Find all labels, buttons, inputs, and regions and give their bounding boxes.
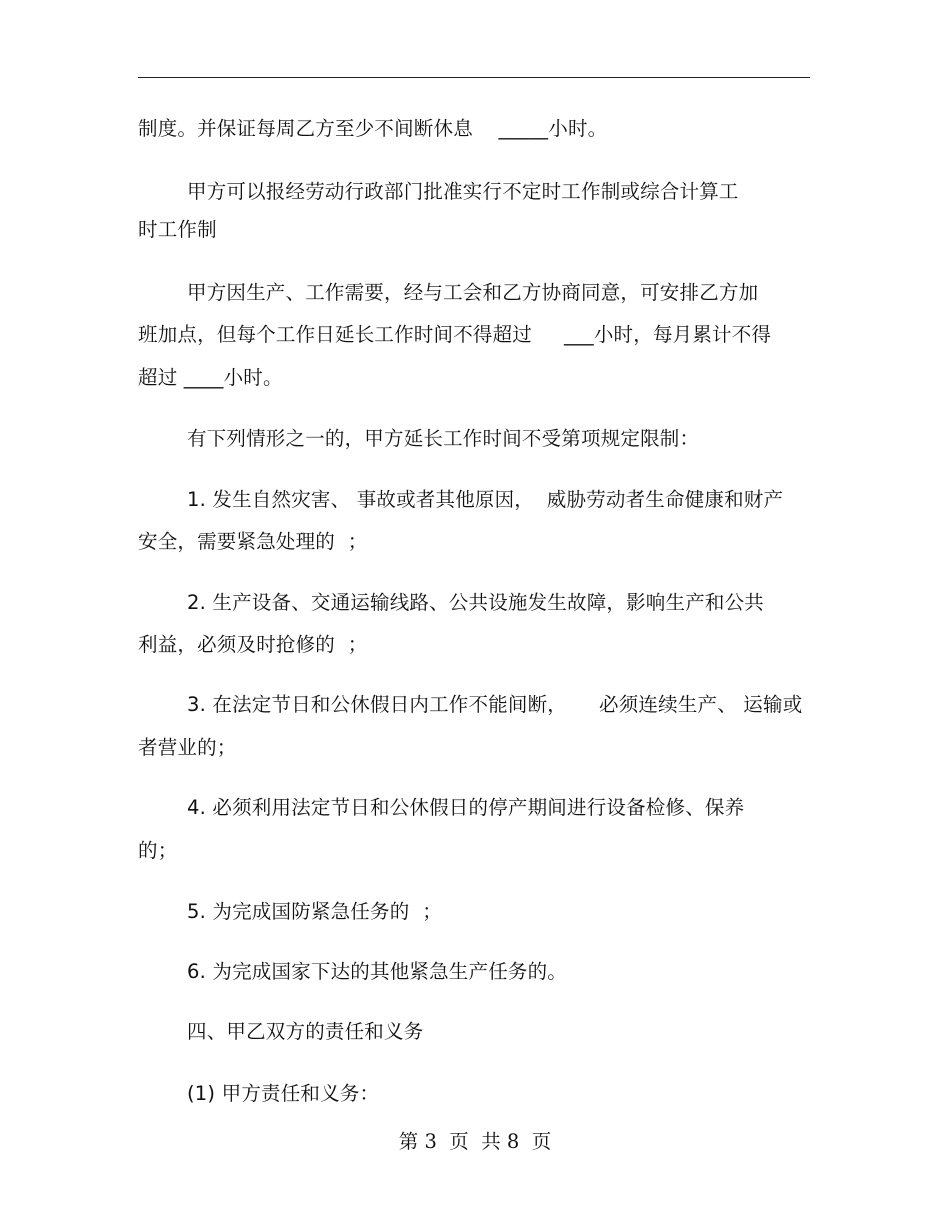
text-line: 5. 为完成国防紧急任务的 ； bbox=[187, 900, 442, 923]
text-line: 甲方可以报经劳动行政部门批准实行不定时工作制或综合计算工 bbox=[187, 180, 739, 203]
text-line: 6. 为完成国家下达的其他紧急生产任务的。 bbox=[187, 960, 568, 983]
text-line: 4. 必须利用法定节日和公休假日的停产期间进行设备检修、保养 bbox=[187, 796, 745, 819]
page-number: 第 3 页 共 8 页 bbox=[398, 1130, 552, 1153]
top-rule bbox=[138, 77, 810, 78]
section-heading: 四、甲乙双方的责任和义务 bbox=[187, 1020, 424, 1043]
text-line: 班加点，但每个工作日延长工作时间不得超过 ___小时，每月累计不得 bbox=[138, 323, 772, 346]
subsection-heading: (1) 甲方责任和义务： bbox=[187, 1082, 380, 1105]
text-line: 安全，需要紧急处理的 ； bbox=[138, 530, 368, 553]
text-line: 制度。并保证每周乙方至少不间断休息 _____小时。 bbox=[138, 117, 608, 140]
text-line: 1. 发生自然灾害、 事故或者其他原因， 威胁劳动者生命健康和财产 bbox=[187, 488, 784, 511]
text-line: 时工作制 bbox=[138, 218, 217, 241]
text-line: 者营业的； bbox=[138, 736, 237, 759]
text-line: 2. 生产设备、交通运输线路、公共设施发生故障，影响生产和公共 bbox=[187, 591, 765, 614]
text-line: 超过 ____小时。 bbox=[138, 366, 283, 389]
text-line: 的； bbox=[138, 839, 178, 862]
text-line: 3. 在法定节日和公休假日内工作不能间断， 必须连续生产、 运输或 bbox=[187, 693, 803, 716]
text-line: 有下列情形之一的，甲方延长工作时间不受第项规定限制： bbox=[187, 427, 700, 450]
text-line: 利益，必须及时抢修的 ； bbox=[138, 633, 368, 656]
text-line: 甲方因生产、工作需要，经与工会和乙方协商同意，可安排乙方加 bbox=[187, 281, 759, 304]
